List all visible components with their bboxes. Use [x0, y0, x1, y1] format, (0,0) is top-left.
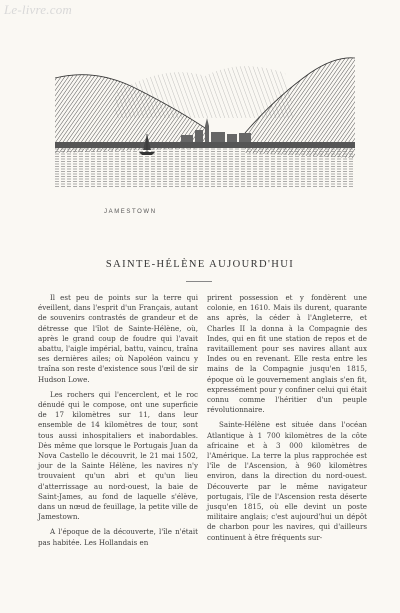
- illustration-caption: JAMESTOWN: [104, 209, 157, 215]
- paragraph: prirent possession et y fondèrent une colonie, en 1610. Mais ils durent, quarante ans après, la céder à l'Angleterre, et Charles II la donna à la Compagnie des Indes, qui en fit une station de repos et de ravitaillement pour ses navires allant aux Indes ou en revenant. Elle resta entre les mains de la Compagnie jusqu'en 1815, époque où le gouvernement anglais s'en fit, expressément pour y confiner celui qui était connu comme l'héritier d'un peuple révolutionnaire.: [207, 293, 367, 415]
- paragraph: Il est peu de points sur la terre qui éveillent, dans l'esprit d'un Français, autant de souvenirs contrastés de grandeur et de détresse que l'îlot de Sainte-Hélène, où, après le grand coup de foudre qui l'avait abattu, l'aigle impérial, battu, vaincu, traîna ses dernières ailes; où Napoléon vaincu y traîna son reste d'existence sous l'œil de sir Hudson Lowe.: [38, 293, 198, 384]
- title-rule: [186, 281, 212, 282]
- article-title: SAINTE-HÉLÈNE AUJOURD'HUI: [105, 259, 295, 270]
- left-column: [38, 293, 198, 553]
- watermark: Le-livre.com: [4, 2, 72, 17]
- jamestown-illustration: [55, 38, 355, 188]
- paragraph: A l'époque de la découverte, l'île n'était pas habitée. Les Hollandais en: [38, 527, 198, 547]
- paragraph: Sainte-Hélène est située dans l'océan Atlantique à 1 700 kilomètres de la côte africaine et à 3 000 kilomètres de l'Amérique. La terre la plus rapprochée est l'île de l'Ascension, à 960 kilomètres environ, dans la direction du nord-ouest. Découverte par le même navigateur portugais, l'île de l'Ascension resta déserte jusqu'en 1815, où elle devint un poste militaire anglais; c'est aujourd'hui un dépôt de charbon pour les navires, qui d'ailleurs continuent à être fréquents sur-: [207, 420, 367, 542]
- right-column: [207, 293, 367, 548]
- paragraph: Les rochers qui l'encerclent, et le roc dénudé qui le compose, ont une superficie de 17 kilomètres sur 11, dans leur ensemble de 14 kilomètres de tour, sont tous aussi inhospitaliers et inabordables. Dès même que lorsque le Portugais Juan da Nova Castello le découvrit, le 21 mai 1502, jour de la Sainte Hélène, les navires n'y trouvaient qu'un abri et qu'un lieu d'atterrissage au nord-ouest, la baie de Saint-James, au fond de laquelle s'élève, dans un nœud de feuillage, la petite ville de Jamestown.: [38, 389, 198, 522]
